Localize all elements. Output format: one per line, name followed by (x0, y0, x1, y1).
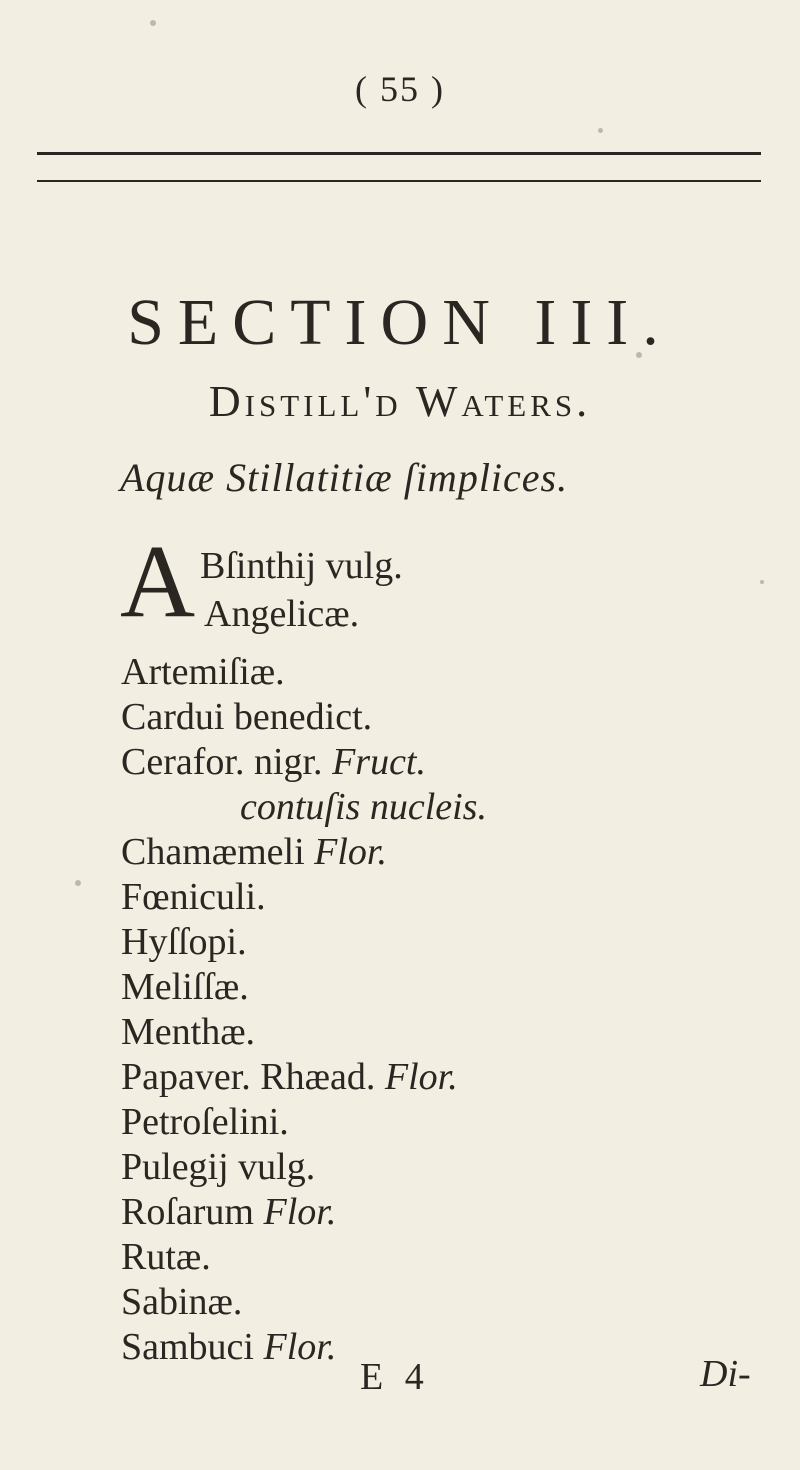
section-heading: SECTION III. (127, 286, 673, 359)
entry-text: Artemiſiæ. (121, 651, 285, 693)
entry-text: Sabinæ. (121, 1281, 243, 1323)
entry-text: Cerafor. nigr. (121, 741, 333, 783)
header-rule-top (37, 152, 761, 155)
entry-line (121, 650, 487, 695)
entry-line (121, 1235, 487, 1280)
first-entry-line-1: Bſinthij vulg. (200, 545, 403, 587)
paper-speck (75, 880, 81, 886)
entry-text: Pulegij vulg. (121, 1146, 316, 1188)
entry-text: Meliſſæ. (121, 966, 249, 1008)
entry-line (121, 1100, 487, 1145)
signature-mark: E 4 (360, 1356, 430, 1398)
first-entry-line-2: Angelicæ. (204, 593, 360, 635)
entry-line (121, 740, 487, 785)
catchword: Di- (700, 1353, 751, 1395)
entry-line (121, 1145, 487, 1190)
entry-line (121, 785, 487, 830)
entry-text: Hyſſopi. (121, 921, 247, 963)
entry-italic-note: Flor. (263, 1191, 337, 1233)
entry-text: Papaver. Rhæad. (121, 1056, 385, 1098)
entry-text: Sambuci (121, 1326, 264, 1368)
first-entry (200, 542, 403, 638)
entry-text: Rutæ. (121, 1236, 211, 1278)
entry-text: Menthæ. (121, 1011, 256, 1053)
entry-line (121, 1190, 487, 1235)
entry-italic-note: Fruct. (332, 741, 426, 783)
latin-title: Aquæ Stillatitiæ ſimplices. (120, 455, 569, 500)
entry-line (121, 965, 487, 1010)
entry-line (121, 695, 487, 740)
entry-italic-note: Flor. (263, 1326, 337, 1368)
paper-speck (598, 128, 603, 133)
entry-italic-note: Flor. (384, 1056, 458, 1098)
entry-line (121, 830, 487, 875)
paper-speck (760, 580, 764, 584)
subheading: Distill'd Waters. (208, 377, 592, 426)
header-rule-bottom (37, 180, 761, 182)
page-number: ( 55 ) (355, 69, 445, 109)
entry-line (121, 1055, 487, 1100)
entry-list (121, 650, 487, 1370)
entry-italic-note: Flor. (314, 831, 388, 873)
entry-line (121, 1325, 487, 1370)
entry-text: Cardui benedict. (121, 696, 373, 738)
entry-text: Roſarum (121, 1191, 264, 1233)
entry-text: Chamæmeli (121, 831, 315, 873)
entry-italic-note: contuſis nucleis. (240, 786, 487, 828)
paper-speck (150, 20, 156, 26)
entry-text: Petroſelini. (121, 1101, 289, 1143)
paper-speck (636, 352, 642, 358)
entry-line (121, 1010, 487, 1055)
entry-line (121, 875, 487, 920)
entry-line (121, 1280, 487, 1325)
entry-text: Fœniculi. (121, 876, 266, 918)
entry-line (121, 920, 487, 965)
drop-cap: A (120, 524, 196, 639)
